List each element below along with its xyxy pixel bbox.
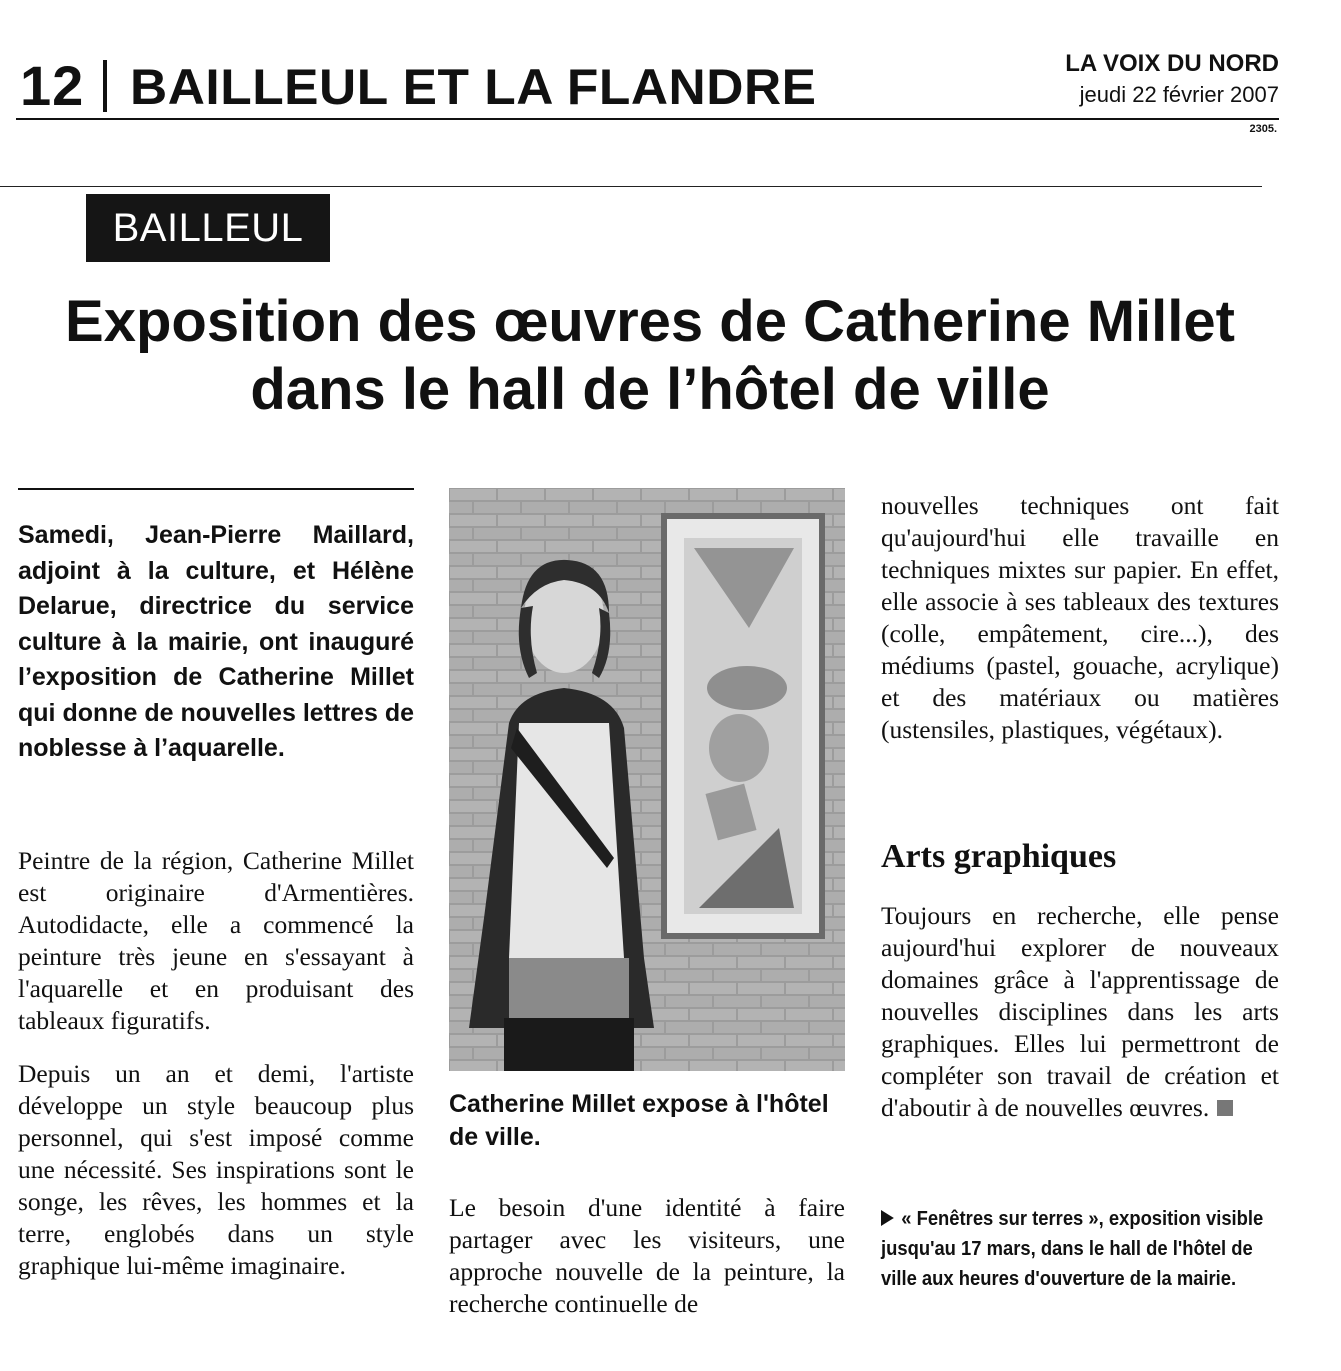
article-photo xyxy=(449,488,845,1071)
arrow-right-icon xyxy=(881,1210,894,1226)
locality-tag xyxy=(86,194,330,262)
body-paragraph-3: Le besoin d'une identité à faire partager avec les visiteurs, une approche nouvelle de la peinture, la recherche continuelle de xyxy=(449,1193,845,1318)
newspaper-name: LA VOIX DU NORD xyxy=(1065,50,1279,77)
headline-line-1: Exposition des œuvres de Catherine Millet xyxy=(65,289,1235,354)
body-paragraph-5-text: Toujours en recherche, elle pense aujourd'hui explorer de nouveaux domaines grâce à l'apprentissage de nouvelles disciplines dans les arts graphiques. Elles lui permettront de compléter son travail de création et d'aboutir à de nouvelles œuvres. xyxy=(881,901,1279,1122)
masthead-separator xyxy=(103,60,107,112)
headline-line-2: dans le hall de l’hôtel de ville xyxy=(250,357,1050,422)
issue-date: jeudi 22 février 2007 xyxy=(1079,82,1279,107)
photo-illustration xyxy=(449,488,845,1071)
edition-code: 2305. xyxy=(1249,123,1277,135)
page-number: 12 xyxy=(20,54,85,117)
lead-paragraph: Samedi, Jean-Pierre Maillard, adjoint à la culture, et Hélène Delarue, directrice du service culture à la mairie, ont inauguré l’exposition de Catherine Millet qui donne de nouvelles lettres de noblesse à l’aquarelle. xyxy=(18,521,414,762)
photo-caption: Catherine Millet expose à l'hôtel de ville. xyxy=(449,1090,829,1151)
body-paragraph-1: Peintre de la région, Catherine Millet est originaire d'Armentières. Autodidacte, elle a commencé la peinture très jeune en s'essayant à l'aquarelle et en produisant des tableaux figuratifs. xyxy=(18,846,414,1035)
section-title: BAILLEUL ET LA FLANDRE xyxy=(130,59,817,115)
body-paragraph-4: nouvelles techniques ont fait qu'aujourd'hui elle travaille en techniques mixtes sur papier. En effet, elle associe à ses tableaux des textures (colle, empâtement, cire...), des médiums (pastel, gouache, acrylique) et des matériaux ou matières (ustensiles, plastiques, végétaux). xyxy=(881,491,1279,744)
masthead-rule xyxy=(16,118,1279,120)
body-paragraph-5 xyxy=(881,900,1279,1124)
body-paragraph-2: Depuis un an et demi, l'artiste développe un style beaucoup plus personnel, qui s'est imposé comme une nécessité. Ses inspirations sont le songe, les rêves, les hommes et la terre, englobés dans un style graphique lui-même imaginaire. xyxy=(18,1059,414,1280)
subheading: Arts graphiques xyxy=(881,838,1117,875)
end-of-article-icon xyxy=(1217,1100,1233,1116)
header-divider xyxy=(0,186,1262,187)
exhibition-info-text: « Fenêtres sur terres », exposition visible jusqu'au 17 mars, dans le hall de l'hôtel de ville aux heures d'ouverture de la mairie. xyxy=(881,1208,1264,1290)
exhibition-info xyxy=(881,1204,1277,1294)
locality-label: BAILLEUL xyxy=(112,206,304,250)
headline xyxy=(0,288,1300,424)
lead-rule xyxy=(18,488,414,490)
